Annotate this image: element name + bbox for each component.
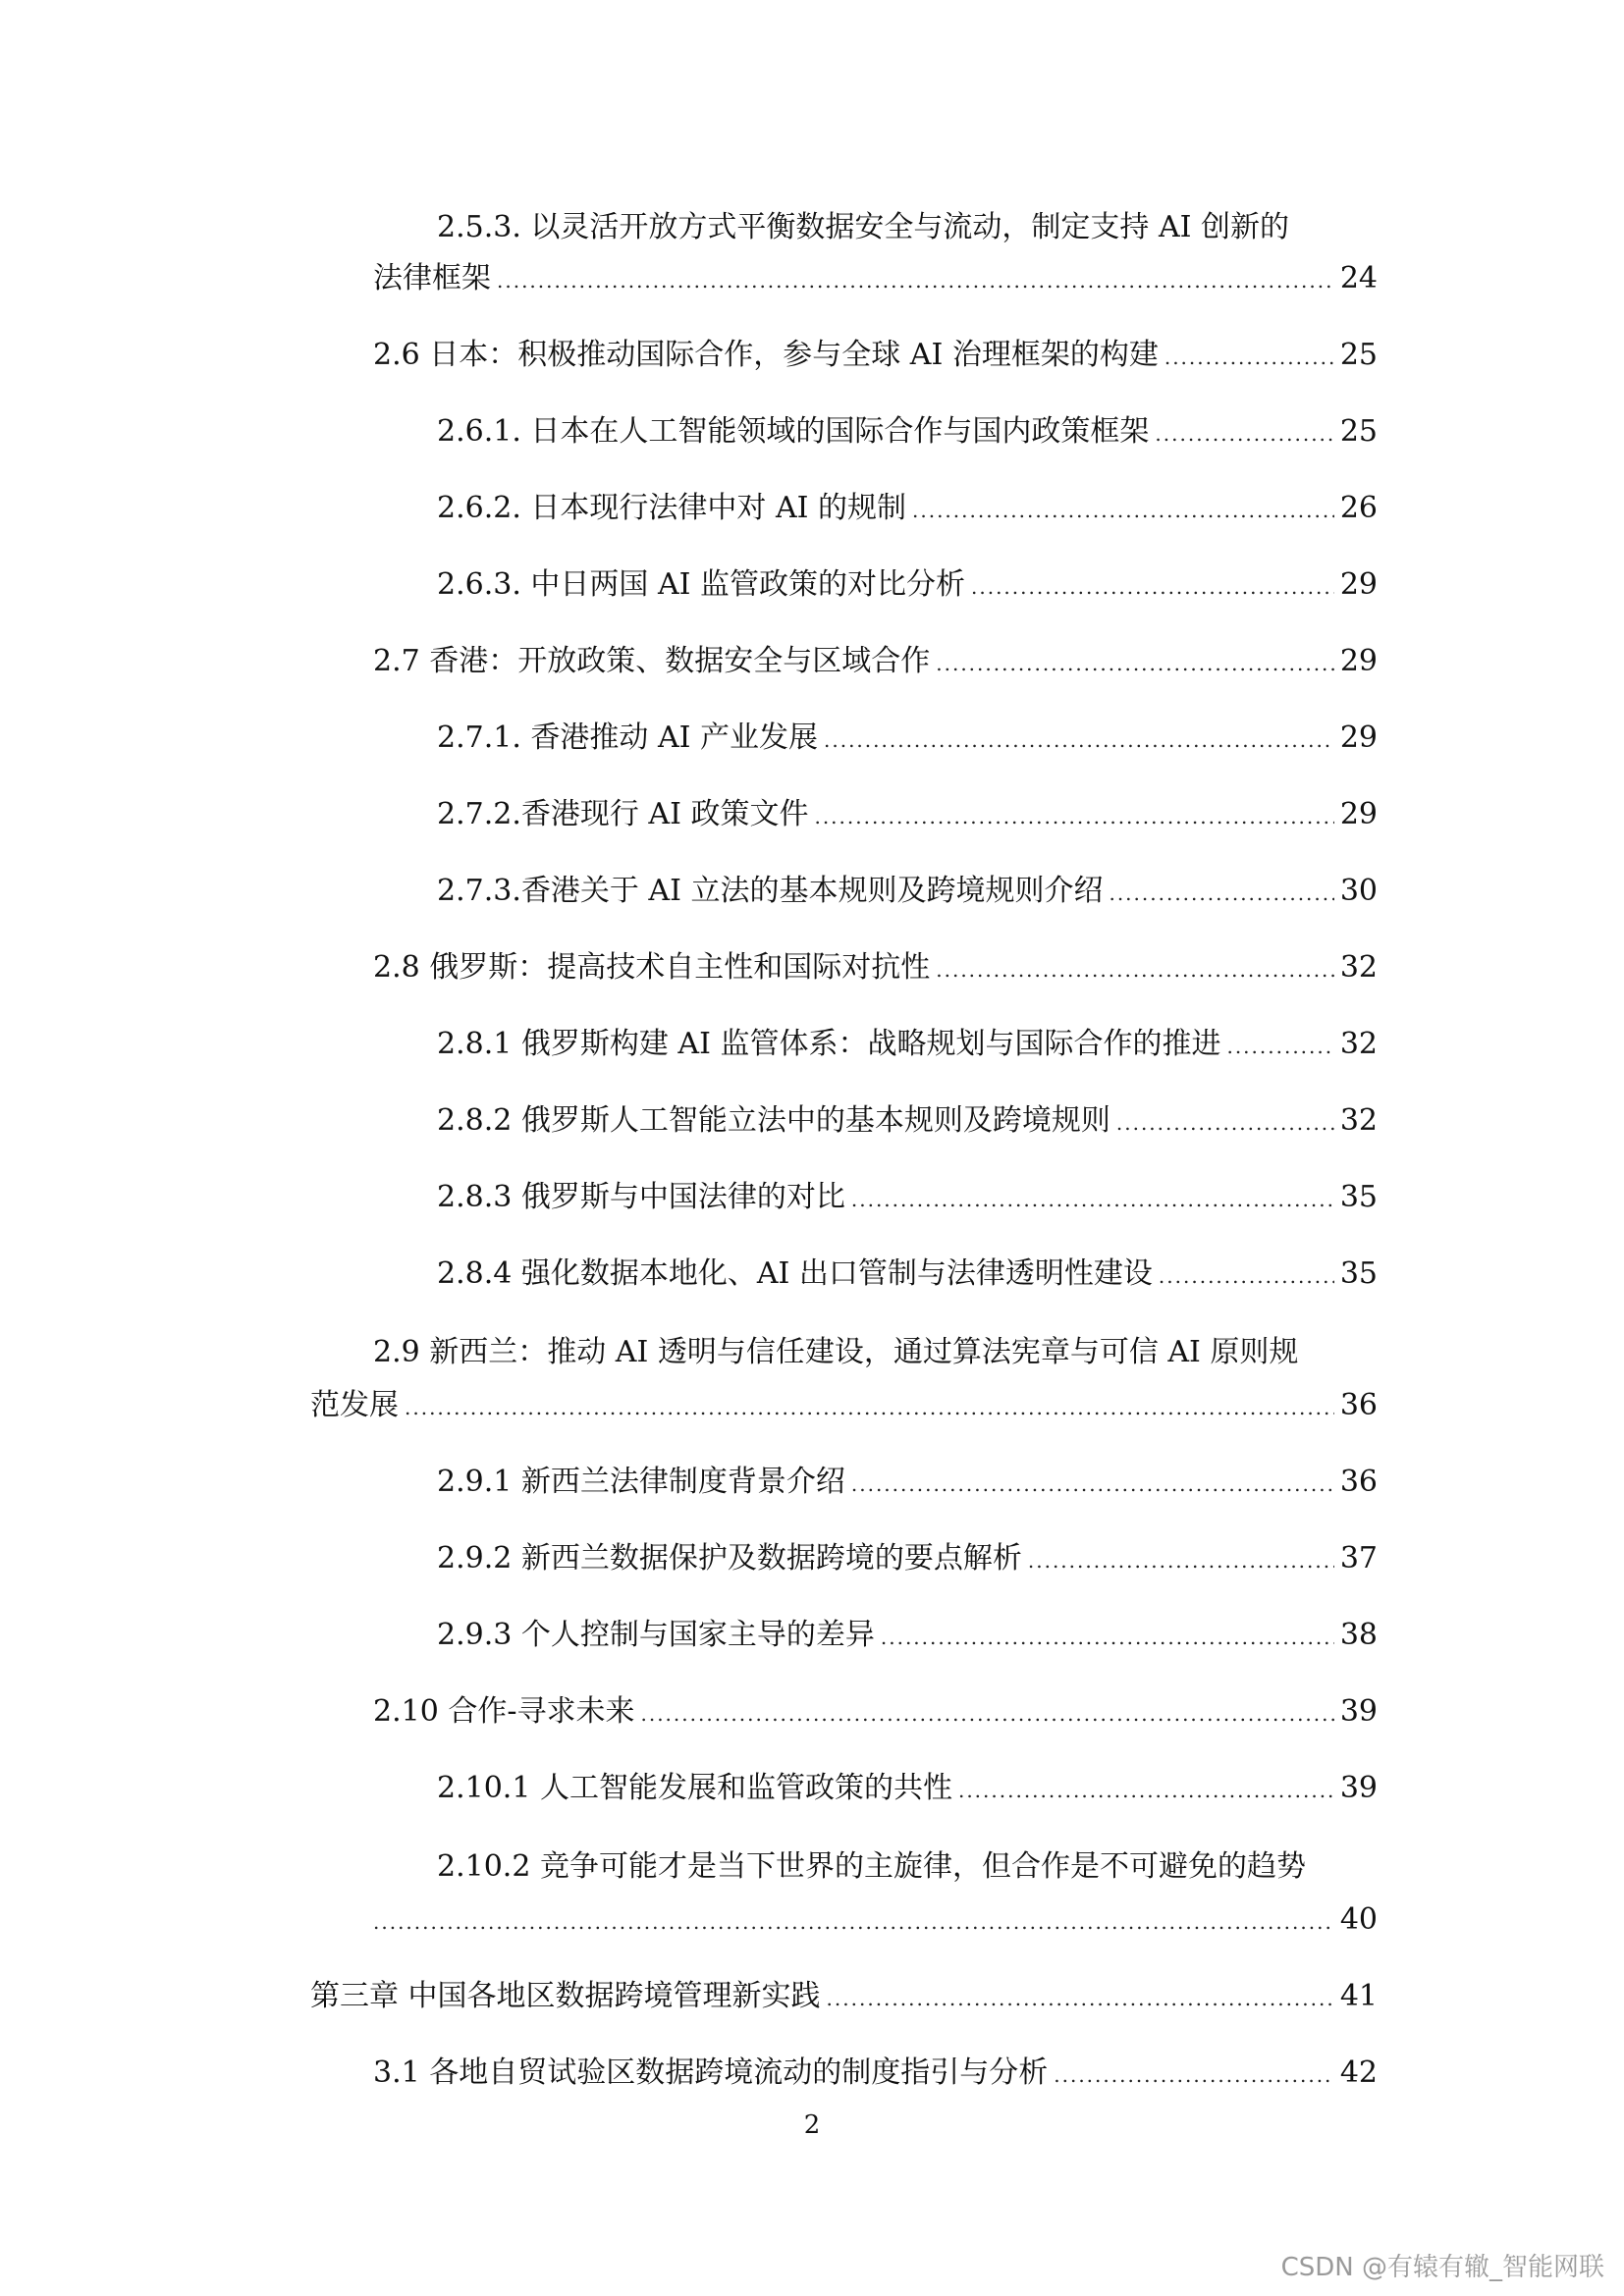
toc-entry-2-7-1[interactable] [437,719,1378,758]
toc-entry-2-10-1[interactable] [437,1769,1378,1808]
dot-leader [1109,874,1333,913]
toc-entry-2-8-2[interactable] [437,1101,1378,1141]
dot-leader [936,644,1334,683]
toc-page-number: 25 [1339,338,1378,372]
toc-page-number: 42 [1339,2056,1378,2090]
toc-entry-title: 2.9.3 个人控制与国家主导的差异 [437,1618,875,1652]
toc-entry-title: 2.10.2 竞争可能才是当下世界的主旋律，但合作是不可避免的趋势 [437,1849,1306,1884]
dot-leader [373,1902,1334,1942]
dot-leader [1159,1256,1334,1296]
toc-entry-2-8-4[interactable] [437,1255,1378,1294]
toc-page-number: 29 [1339,644,1378,678]
toc-entry-2-7[interactable] [373,642,1378,681]
toc-entry-title: 2.9 新西兰：推动 AI 透明与信任建设，通过算法宪章与可信 AI 原则规 [373,1335,1299,1369]
toc-page-number: 25 [1339,414,1378,449]
toc-entry-2-9-2[interactable] [437,1539,1378,1578]
dot-leader [1155,414,1333,454]
dot-leader [824,721,1334,760]
toc-entry-2-9-1[interactable] [437,1463,1378,1502]
toc-page-number: 26 [1339,491,1378,525]
toc-page-number: 40 [1339,1902,1378,1937]
toc-page-number: 29 [1339,721,1378,755]
dot-leader [497,261,1334,300]
dot-leader [881,1618,1334,1657]
toc-entry-2-5-3-continued[interactable] [373,259,1378,298]
toc-entry-title: 2.6.3. 中日两国 AI 监管政策的对比分析 [437,567,965,602]
toc-page-number: 39 [1339,1771,1378,1805]
toc-entry-2-9-continued[interactable] [310,1386,1378,1425]
toc-entry-title: 第三章 中国各地区数据跨境管理新实践 [310,1979,821,2013]
toc-page-number: 41 [1339,1979,1378,2013]
toc-entry-title: 2.7 香港：开放政策、数据安全与区域合作 [373,644,931,678]
dot-leader [851,1180,1334,1219]
toc-entry-2-8-3[interactable] [437,1178,1378,1217]
toc-entry-title: 2.9.2 新西兰数据保护及数据跨境的要点解析 [437,1541,1022,1575]
dot-leader [405,1388,1334,1427]
dot-leader [936,950,1334,989]
toc-entry-title: 2.10 合作-寻求未来 [373,1694,635,1729]
toc-entry-title: 2.9.1 新西兰法律制度背景介绍 [437,1465,845,1499]
dot-leader [1226,1027,1333,1066]
toc-entry-3-1[interactable] [373,2054,1378,2093]
dot-leader [1116,1103,1334,1143]
page-number: 2 [803,2110,821,2140]
toc-page-number: 36 [1339,1465,1378,1499]
dot-leader [814,797,1333,836]
toc-entry-title: 法律框架 [373,261,491,295]
toc-page-number: 32 [1339,950,1378,985]
toc-page-number: 36 [1339,1388,1378,1422]
dot-leader [1054,2056,1334,2095]
toc-entry-title: 2.6 日本：积极推动国际合作，参与全球 AI 治理框架的构建 [373,338,1159,372]
toc-entry-title: 2.7.1. 香港推动 AI 产业发展 [437,721,818,755]
toc-page-number: 35 [1339,1180,1378,1214]
dot-leader [851,1465,1334,1504]
toc-entry-title: 2.7.3.香港关于 AI 立法的基本规则及跨境规则介绍 [437,874,1104,908]
toc-entry-title: 3.1 各地自贸试验区数据跨境流动的制度指引与分析 [373,2056,1049,2090]
toc-page-number: 39 [1339,1694,1378,1729]
toc-entry-chapter-3[interactable] [310,1977,1378,2016]
dot-leader [827,1979,1334,2018]
toc-page-number: 35 [1339,1256,1378,1291]
toc-entry-title: 2.7.2.香港现行 AI 政策文件 [437,797,809,831]
toc-entry-title: 2.6.2. 日本现行法律中对 AI 的规制 [437,491,906,525]
toc-entry-2-6-2[interactable] [437,489,1378,528]
toc-entry-2-10-2[interactable] [437,1847,1378,1887]
toc-entry-title: 2.10.1 人工智能发展和监管政策的共性 [437,1771,952,1805]
toc-entry-2-6-1[interactable] [437,412,1378,452]
toc-entry-title: 2.8 俄罗斯：提高技术自主性和国际对抗性 [373,950,931,985]
watermark: CSDN @有辕有辙_智能网联 [1280,2253,1604,2282]
toc-page-number: 38 [1339,1618,1378,1652]
toc-entry-title: 2.8.4 强化数据本地化、AI 出口管制与法律透明性建设 [437,1256,1153,1291]
dot-leader [958,1771,1334,1810]
toc-entry-2-6-3[interactable] [437,565,1378,605]
toc-entry-2-8[interactable] [373,948,1378,988]
toc-entry-title: 2.8.2 俄罗斯人工智能立法中的基本规则及跨境规则 [437,1103,1110,1138]
toc-entry-title: 范发展 [310,1388,399,1422]
toc-page-number: 32 [1339,1103,1378,1138]
toc-page-number: 37 [1339,1541,1378,1575]
toc-entry-2-8-1[interactable] [437,1025,1378,1064]
dot-leader [1164,338,1334,377]
toc-entry-title: 2.8.3 俄罗斯与中国法律的对比 [437,1180,845,1214]
toc-entry-2-7-2[interactable] [437,795,1378,834]
dot-leader [640,1694,1333,1734]
dot-leader [971,567,1334,607]
toc-entry-title: 2.8.1 俄罗斯构建 AI 监管体系：战略规划与国际合作的推进 [437,1027,1221,1061]
toc-entry-title: 2.5.3. 以灵活开放方式平衡数据安全与流动，制定支持 AI 创新的 [437,210,1289,244]
toc-page-number: 30 [1339,874,1378,908]
toc-page-number: 32 [1339,1027,1378,1061]
toc-entry-2-5-3[interactable] [437,208,1378,247]
toc-entry-2-7-3[interactable] [437,872,1378,911]
toc-entry-title: 2.6.1. 日本在人工智能领域的国际合作与国内政策框架 [437,414,1150,449]
toc-page-number: 29 [1339,797,1378,831]
toc-page-number: 24 [1339,261,1378,295]
toc-page-number: 29 [1339,567,1378,602]
dot-leader [1028,1541,1334,1580]
toc-entry-2-9-3[interactable] [437,1616,1378,1655]
toc-entry-2-6[interactable] [373,336,1378,375]
toc-entry-2-10-2-continued[interactable] [373,1900,1378,1940]
toc-entry-2-10[interactable] [373,1692,1378,1732]
toc-entry-2-9[interactable] [373,1333,1378,1372]
dot-leader [912,491,1334,530]
